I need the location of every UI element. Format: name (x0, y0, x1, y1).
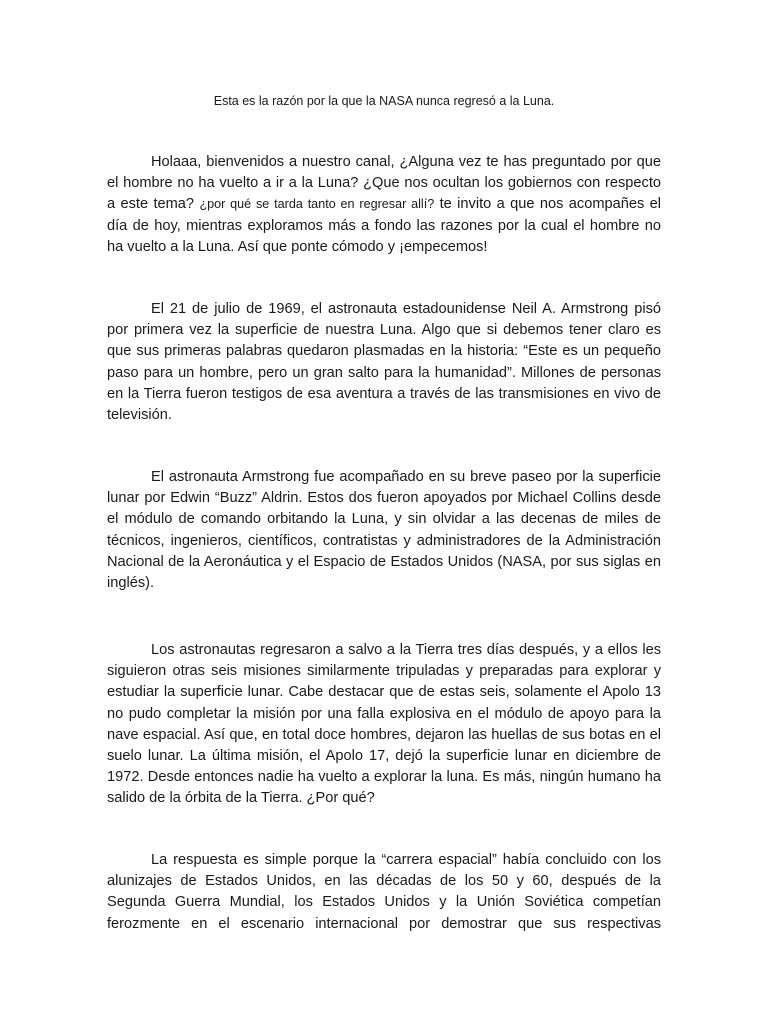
paragraph-space-race: La respuesta es simple porque la “carrera espacial” había concluido con los alunizajes de Estados Unidos, en las décadas de los 50 y 60, después de la Segunda Guerra Mundial, los Estados Unidos y la Unión Soviética competían ferozmente en el escenario internacional por demostrar que sus respectivas (107, 852, 661, 932)
paragraph-intro-text-b: te invito a que nos acompañes el día de hoy, mientras exploramos más a fondo las razones por la cual el hombre no ha vuelto a la Luna. Así que ponte cómodo y ¡empecemos! (107, 196, 661, 255)
paragraph-missions: Los astronautas regresaron a salvo a la Tierra tres días después, y a ellos les siguieron otras seis misiones similarmente tripuladas y preparadas para explorar y estudiar la superficie lunar. Cabe destacar que de estas seis, solamente el Apolo 13 no pudo completar la misión por una falla explosiva en el módulo de apoyo para la nave espacial. Así que, en total doce hombres, dejaron las huellas de sus botas en el suelo lunar. La última misión, el Apolo 17, dejó la superficie lunar en diciembre de 1972. Desde entonces nadie ha vuelto a explorar la luna. Es más, ningún humano ha salido de la órbita de la Tierra. ¿Por qué? (107, 642, 661, 807)
paragraph-intro-text-a: Holaaa, bienvenidos a nuestro canal, ¿Alguna vez te has preguntado por que el hombre no ha vuelto a ir a la Luna? ¿Que nos ocultan los gobiernos con respecto a este tema? (107, 154, 661, 213)
paragraph-intro-small-question: ¿por qué se tarda tanto en regresar allí? (199, 197, 435, 212)
paragraph-armstrong: El 21 de julio de 1969, el astronauta estadounidense Neil A. Armstrong pisó por primera vez la superficie de nuestra Luna. Algo que si debemos tener claro es que sus primeras palabras quedaron plasmadas en la historia: “Este es un pequeño paso para un hombre, pero un gran salto para la humanidad”. Millones de personas en la Tierra fueron testigos de esa aventura a través de las transmisiones en vivo de televisión. (107, 301, 661, 424)
document-title: Esta es la razón por la que la NASA nunca regresó a la Luna. (213, 94, 555, 108)
paragraph-intro (107, 152, 661, 258)
paragraph-aldrin-collins: El astronauta Armstrong fue acompañado en su breve paseo por la superficie lunar por Edwin “Buzz” Aldrin. Estos dos fueron apoyados por Michael Collins desde el módulo de comando orbitando la Luna, y sin olvidar a las decenas de miles de técnicos, ingenieros, científicos, contratistas y administradores de la Administración Nacional de la Aeronáutica y el Espacio de Estados Unidos (NASA, por sus siglas en inglés). (107, 469, 661, 592)
